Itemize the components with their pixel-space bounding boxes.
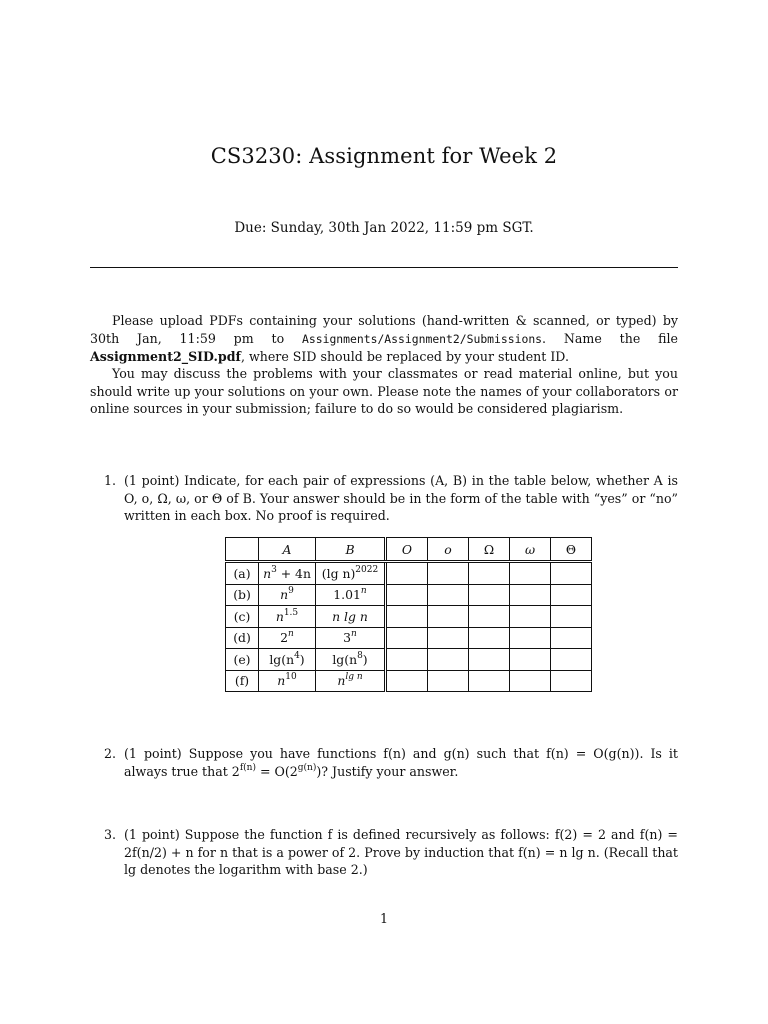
table-header-row: [226, 538, 592, 562]
cell-a: $n^{1.5}$: [259, 606, 316, 628]
answer-cell[interactable]: [551, 584, 592, 606]
cell-b: n lg n: [316, 606, 386, 628]
question-text: (1 point) Suppose the function f is defined recursively as follows: f(2) = 2 and f(n) = 2f(n/2) + n for n that is a power of 2. Prove by induction that f(n) = n lg n. (Recall that lg denotes the logarithm with base 2.): [124, 827, 678, 878]
answer-cell[interactable]: [428, 627, 469, 649]
table-row: [226, 670, 592, 692]
answer-cell[interactable]: [469, 627, 510, 649]
header-little-o: o: [428, 538, 469, 562]
question-1: [90, 472, 678, 525]
horizontal-rule: [90, 267, 678, 268]
due-date: Due: Sunday, 30th Jan 2022, 11:59 pm SGT.: [234, 220, 534, 236]
filename: Assignment2_SID.pdf: [90, 349, 241, 365]
answer-cell[interactable]: [386, 649, 428, 671]
intro-text-2: . Name the file: [542, 330, 678, 346]
answer-cell[interactable]: [386, 606, 428, 628]
answer-cell[interactable]: [386, 670, 428, 692]
answer-cell[interactable]: [510, 584, 551, 606]
answer-cell[interactable]: [386, 584, 428, 606]
question-number: 3.: [104, 827, 117, 842]
row-label: (c): [226, 606, 259, 628]
question-3: [90, 826, 678, 879]
answer-cell[interactable]: [551, 627, 592, 649]
table-row: [226, 649, 592, 671]
answer-cell[interactable]: [551, 562, 592, 585]
question-text: (1 point) Suppose you have functions f(n) and g(n) such that f(n) = O(g(n)). Is it always true that $2^{f(n)} = O(2^{g(n)})$? Justify your answer.: [124, 746, 678, 779]
header-a: A: [259, 538, 316, 562]
answer-cell[interactable]: [469, 584, 510, 606]
table-row: [226, 627, 592, 649]
question-number: 2.: [104, 746, 117, 761]
answer-cell[interactable]: [386, 562, 428, 585]
answer-cell[interactable]: [428, 649, 469, 671]
document-title: CS3230: Assignment for Week 2: [210, 144, 558, 168]
page-number: 1: [379, 911, 388, 926]
answer-cell[interactable]: [386, 627, 428, 649]
answer-cell[interactable]: [551, 606, 592, 628]
intro-paragraph-collaboration: [90, 365, 678, 418]
answer-cell[interactable]: [510, 562, 551, 585]
header-little-omega: ω: [510, 538, 551, 562]
cell-a: $n^9$: [259, 584, 316, 606]
row-label: (b): [226, 584, 259, 606]
answer-cell[interactable]: [469, 606, 510, 628]
answer-cell[interactable]: [428, 562, 469, 585]
answer-cell[interactable]: [428, 606, 469, 628]
header-big-o: O: [386, 538, 428, 562]
cell-b: 1.01$^n$: [316, 584, 386, 606]
table-row: [226, 606, 592, 628]
cell-b: $\lg(n^8)$: [316, 649, 386, 671]
cell-b: 3$^n$: [316, 627, 386, 649]
answer-cell[interactable]: [428, 584, 469, 606]
cell-b: $n^{lg n}$: [316, 670, 386, 692]
answer-cell[interactable]: [469, 649, 510, 671]
collaboration-text: You may discuss the problems with your classmates or read material online, but you should write up your solutions on your own. Please note the names of your collaborators or online sources in your submission; failure to do so would be considered plagiarism.: [90, 366, 678, 417]
submission-path: Assignments/Assignment2/Submissions: [302, 331, 543, 346]
intro-paragraph-upload: [90, 312, 678, 366]
cell-b: (lg n)$^{2022}$: [316, 562, 386, 585]
cell-a: $\lg(n^4)$: [259, 649, 316, 671]
answer-cell[interactable]: [469, 670, 510, 692]
intro-text-3: , where SID should be replaced by your student ID.: [240, 349, 569, 365]
cell-a: $n^{10}$: [259, 670, 316, 692]
answer-cell[interactable]: [469, 562, 510, 585]
answer-cell[interactable]: [428, 670, 469, 692]
question-2: [90, 745, 678, 780]
header-omega: Ω: [469, 538, 510, 562]
table-row: [226, 562, 592, 585]
cell-a: 2$^n$: [259, 627, 316, 649]
question-number: 1.: [104, 473, 117, 488]
intro-text-1: Please upload PDFs containing your solutions (hand-written & scanned, or typed) by 30th Jan, 11:59 pm to: [90, 313, 678, 346]
answer-cell[interactable]: [551, 670, 592, 692]
answer-cell[interactable]: [551, 649, 592, 671]
answer-cell[interactable]: [510, 627, 551, 649]
question-text: (1 point) Indicate, for each pair of expressions (A, B) in the table below, whether A is O, o, Ω, ω, or Θ of B. Your answer should be in the form of the table with “yes” or “no” written in each box. No proof is required.: [124, 473, 678, 524]
header-b: B: [316, 538, 386, 562]
header-theta: Θ: [551, 538, 592, 562]
cell-a: $n^3 + 4n$: [259, 562, 316, 585]
row-label: (d): [226, 627, 259, 649]
answer-cell[interactable]: [510, 649, 551, 671]
answer-cell[interactable]: [510, 670, 551, 692]
asymptotic-table: [225, 537, 592, 692]
row-label: (f): [226, 670, 259, 692]
table-row: [226, 584, 592, 606]
answer-cell[interactable]: [510, 606, 551, 628]
row-label: (e): [226, 649, 259, 671]
row-label: (a): [226, 562, 259, 585]
header-empty: [226, 538, 259, 562]
